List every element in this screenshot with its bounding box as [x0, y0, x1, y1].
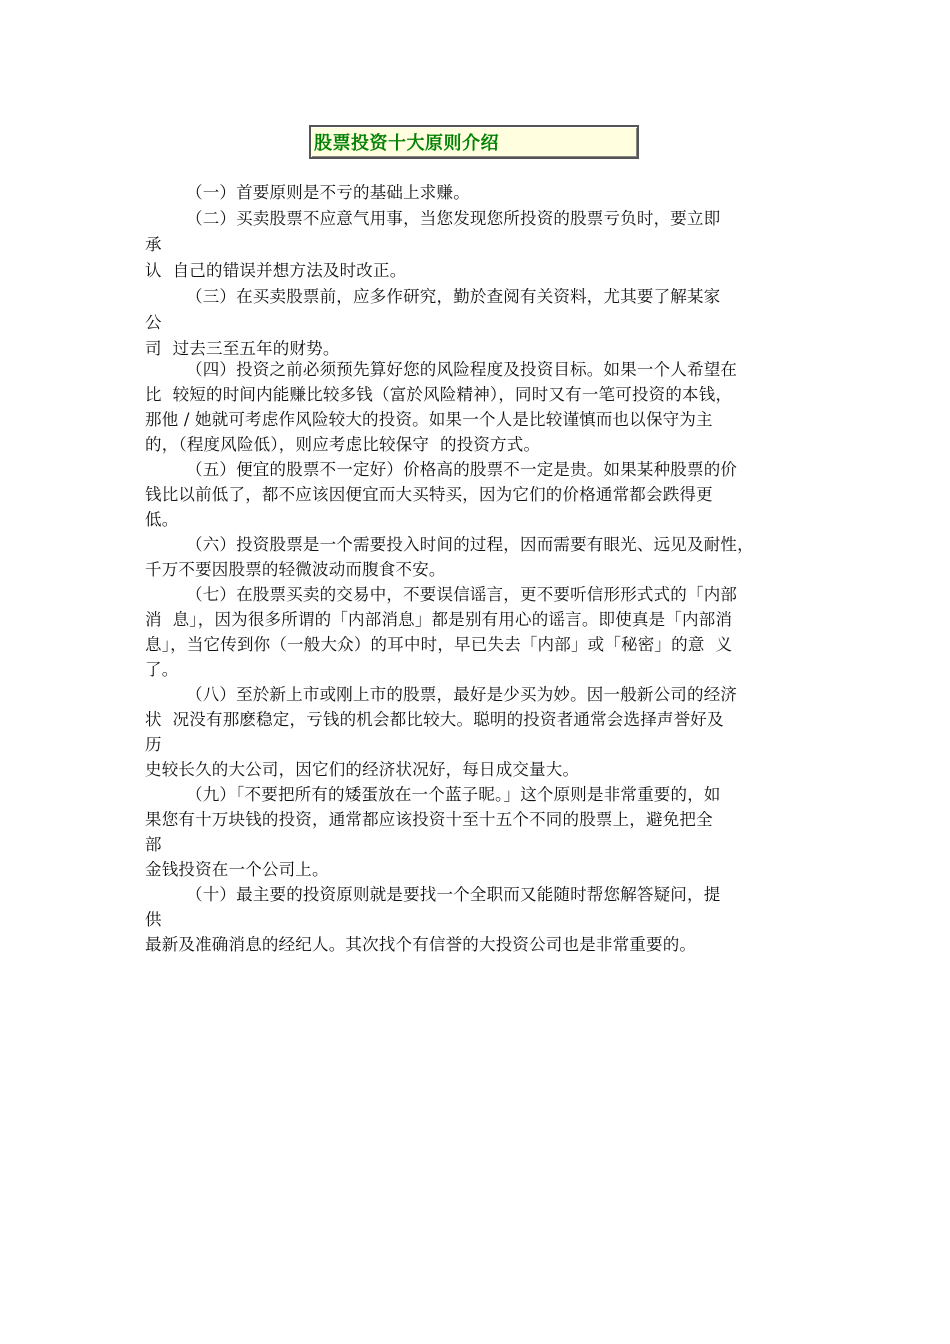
text-line: 历	[145, 735, 162, 754]
text-line: （五）便宜的股票不一定好）价格高的股票不一定是贵。如果某种股票的价	[186, 460, 738, 479]
text-line: 那他 / 她就可考虑作风险较大的投资。如果一个人是比较谨慎而也以保守为主	[145, 410, 713, 429]
text-line: （九）「不要把所有的矮蛋放在一个蓝子昵。」这个原则是非常重要的，如	[186, 785, 721, 804]
text-line: （七）在股票买卖的交易中，不要误信谣言，更不要听信形形式式的「内部	[186, 585, 738, 604]
text-line: 低。	[145, 510, 179, 529]
title-box	[309, 125, 639, 159]
text-line: 息」，当它传到你（一般大众）的耳中时，早已失去「内部」或「秘密」的意 义	[145, 635, 733, 654]
text-line: 最新及准确消息的经纪人。其次找个有信誉的大投资公司也是非常重要的。	[145, 935, 697, 954]
text-line: 部	[145, 835, 162, 854]
text-line: 的，（程度风险低），则应考虑比较保守 的投资方式。	[145, 435, 541, 454]
text-line: 公	[145, 313, 162, 332]
text-line: （八）至於新上市或刚上市的股票，最好是少买为妙。因一般新公司的经济	[186, 685, 738, 704]
text-line: （十）最主要的投资原则就是要找一个全职而又能随时帮您解答疑问，提	[186, 885, 721, 904]
text-line: 消 息」，因为很多所谓的「内部消息」都是别有用心的谣言。即使真是「内部消	[145, 610, 733, 629]
text-line: 承	[145, 235, 162, 254]
text-line: 司 过去三至五年的财势。	[145, 339, 340, 358]
text-line: 了。	[145, 660, 179, 679]
text-line: 金钱投资在一个公司上。	[145, 860, 329, 879]
text-line: 千万不要因股票的轻微波动而腹食不安。	[145, 560, 446, 579]
text-line: 比 较短的时间内能赚比较多钱（富於风险精神），同时又有一笔可投资的本钱，	[145, 385, 733, 404]
text-line: （一）首要原则是不亏的基础上求赚。	[186, 183, 470, 202]
text-line: 钱比以前低了，都不应该因便宜而大买特买，因为它们的价格通常都会跌得更	[145, 485, 713, 504]
document-title: 股票投资十大原则介绍	[314, 133, 499, 154]
text-line: （六）投资股票是一个需要投入时间的过程，因而需要有眼光、远见及耐性，	[186, 535, 754, 554]
text-line: 状 况没有那麽稳定，亏钱的机会都比较大。聪明的投资者通常会选择声誉好及	[145, 710, 724, 729]
text-line: （四）投资之前必须预先算好您的风险程度及投资目标。如果一个人希望在	[186, 360, 738, 379]
text-line: （二）买卖股票不应意气用事，当您发现您所投资的股票亏负时，要立即	[186, 209, 721, 228]
text-line: 果您有十万块钱的投资，通常都应该投资十至十五个不同的股票上，避免把全	[145, 810, 713, 829]
text-line: 史较长久的大公司，因它们的经济状况好，每日成交量大。	[145, 760, 580, 779]
text-line: 认 自己的错误并想方法及时改正。	[145, 261, 407, 280]
text-line: 供	[145, 910, 162, 929]
text-line: （三）在买卖股票前，应多作研究，勤於查阅有关资料，尤其要了解某家	[186, 287, 721, 306]
